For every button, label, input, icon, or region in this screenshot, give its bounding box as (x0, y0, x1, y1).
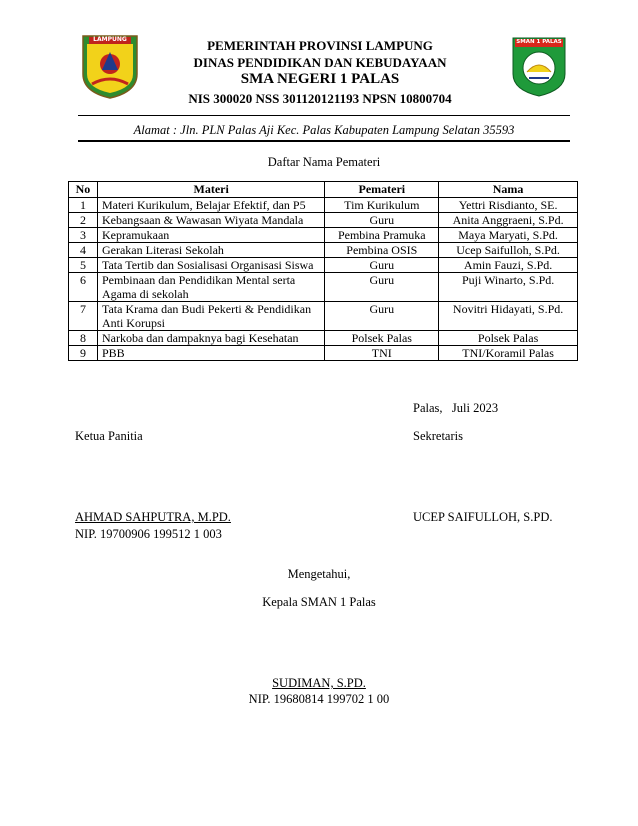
school-logo (511, 36, 567, 98)
secretary-title: Sekretaris (413, 429, 463, 443)
row-no: 1 (69, 198, 98, 213)
row-pemateri: Guru (325, 302, 439, 331)
row-pemateri: Guru (325, 273, 439, 302)
header-divider-top (78, 115, 570, 116)
table-row (69, 302, 578, 331)
header-line1: PEMERINTAH PROVINSI LAMPUNG (207, 38, 433, 53)
table-row (69, 331, 578, 346)
row-no: 4 (69, 243, 98, 258)
table-row (69, 243, 578, 258)
school-logo-text: SMAN 1 PALAS (516, 39, 562, 45)
row-pemateri: Tim Kurikulum (325, 198, 439, 213)
row-nama: Anita Anggraeni, S.Pd. (439, 213, 578, 228)
row-materi: Materi Kurikulum, Belajar Efektif, dan P5 (97, 198, 324, 213)
row-materi: Narkoba dan dampaknya bagi Kesehatan (97, 331, 324, 346)
row-materi: Kepramukaan (97, 228, 324, 243)
chair-name: AHMAD SAHPUTRA, M.PD. (75, 510, 231, 524)
row-materi: Kebangsaan & Wawasan Wiyata Mandala (97, 213, 324, 228)
school-ids: NIS 300020 NSS 301120121193 NPSN 10800704 (188, 91, 452, 106)
headmaster-nip: NIP. 19680814 199702 1 00 (248, 692, 390, 706)
table-row (69, 198, 578, 213)
col-header-pemateri: Pemateri (325, 182, 439, 198)
document-caption: Daftar Nama Pemateri (267, 155, 381, 169)
col-header-nama: Nama (439, 182, 578, 198)
row-pemateri: Guru (325, 213, 439, 228)
col-header-materi: Materi (97, 182, 324, 198)
row-materi: Gerakan Literasi Sekolah (97, 243, 324, 258)
row-pemateri: Pembina OSIS (325, 243, 439, 258)
row-materi: Tata Krama dan Budi Pekerti & Pendidikan Anti Korupsi (97, 302, 324, 331)
secretary-name: UCEP SAIFULLOH, S.PD. (413, 510, 553, 524)
row-materi: Pembinaan dan Pendidikan Mental serta Agama di sekolah (97, 273, 324, 302)
headmaster-name-wrap (78, 676, 560, 691)
row-nama: Maya Maryati, S.Pd. (439, 228, 578, 243)
row-no: 3 (69, 228, 98, 243)
speaker-table (68, 181, 578, 361)
row-nama: Novitri Hidayati, S.Pd. (439, 302, 578, 331)
row-nama: Ucep Saifulloh, S.Pd. (439, 243, 578, 258)
row-no: 6 (69, 273, 98, 302)
table-row (69, 213, 578, 228)
row-pemateri: Pembina Pramuka (325, 228, 439, 243)
table-row (69, 258, 578, 273)
headmaster-name: SUDIMAN, S.PD. (272, 676, 366, 690)
row-pemateri: Guru (325, 258, 439, 273)
school-address: Alamat : Jln. PLN Palas Aji Kec. Palas Kabupaten Lampung Selatan 35593 (133, 123, 515, 137)
row-nama: Amin Fauzi, S.Pd. (439, 258, 578, 273)
row-no: 8 (69, 331, 98, 346)
table-row (69, 346, 578, 361)
row-no: 2 (69, 213, 98, 228)
table-header-row (69, 182, 578, 198)
chair-nip: NIP. 19700906 199512 1 003 (75, 527, 222, 541)
acknowledge-label: Mengetahui, (287, 567, 351, 581)
row-materi: Tata Tertib dan Sosialisasi Organisasi Siswa (97, 258, 324, 273)
place-date: Palas, Juli 2023 (413, 401, 499, 415)
chair-title: Ketua Panitia (75, 429, 143, 443)
col-header-no: No (69, 182, 98, 198)
table-row (69, 273, 578, 302)
row-pemateri: Polsek Palas (325, 331, 439, 346)
table-row (69, 228, 578, 243)
row-nama: Polsek Palas (439, 331, 578, 346)
row-nama: TNI/Koramil Palas (439, 346, 578, 361)
row-materi: PBB (97, 346, 324, 361)
header-line2: DINAS PENDIDIKAN DAN KEBUDAYAAN (193, 55, 447, 70)
province-logo (80, 34, 140, 100)
row-nama: Yettri Risdianto, SE. (439, 198, 578, 213)
row-nama: Puji Winarto, S.Pd. (439, 273, 578, 302)
headmaster-title: Kepala SMAN 1 Palas (262, 595, 376, 609)
school-name: SMA NEGERI 1 PALAS (240, 71, 400, 87)
header-divider-bottom (78, 140, 570, 142)
province-logo-text: LAMPUNG (93, 36, 127, 43)
row-no: 9 (69, 346, 98, 361)
row-no: 5 (69, 258, 98, 273)
row-pemateri: TNI (325, 346, 439, 361)
row-no: 7 (69, 302, 98, 331)
